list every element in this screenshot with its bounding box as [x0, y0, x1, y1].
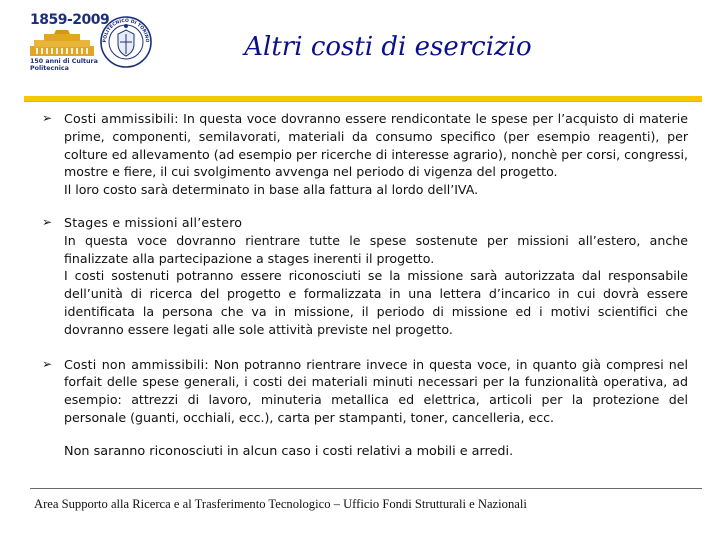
- footer-divider: [30, 488, 702, 490]
- bullet-term: Costi ammissibili:: [64, 111, 179, 126]
- arrow-bullet-icon: ➢: [42, 111, 53, 125]
- footer-divider-line: [30, 488, 702, 489]
- title-divider: [24, 96, 702, 104]
- logo-years: 1859-2009: [30, 12, 110, 28]
- bullet-stages-missioni: [42, 214, 688, 339]
- bullet-text: Non potranno rientrare invece in questa voce, in quanto già compresi nel forfait delle spese generali, i costi dei materiali minuti necessari per la funzionalità operativa, ad esempio: attrezzi di lavoro, minuteria metallica ed elettrica, articoli per la protezione del personale (guanti, occhiali, ecc.), carta per stampanti, toner, cancelleria, ecc.: [64, 356, 688, 425]
- bullet-term: Stages e missioni all’estero: [64, 214, 243, 230]
- arrow-bullet-icon: ➢: [42, 214, 53, 229]
- arrow-bullet-icon: ➢: [42, 356, 53, 371]
- bullet-text-2: I costi sostenuti potranno essere riconosciuti se la missione sarà autorizzata dal responsabile dell’unità di ricerca del progetto e formalizzata in una lettera d’incarico in cui dovrà essere identificata la persona che va in missione, il periodo di missione ed i motivi scientifici che dovranno essere legati alle sole attività previste nel progetto.: [64, 268, 688, 337]
- spacer: [42, 199, 688, 214]
- bullet-text: In questa voce dovranno rientrare tutte le spese sostenute per missioni all’estero, anche finalizzate alla partecipazione a stages inerenti il progetto.: [64, 232, 688, 266]
- spacer: [42, 339, 688, 356]
- seal-text: POLITECNICO DI TORINO: [102, 18, 150, 43]
- title-divider-thin: [24, 101, 702, 102]
- final-note: Non saranno riconosciuti in alcun caso i costi relativi a mobili e arredi.: [64, 443, 514, 459]
- bullet-extra: Il loro costo sarà determinato in base alla fattura al lordo dell’IVA.: [64, 182, 479, 198]
- content-body: [42, 110, 688, 461]
- footer-text: Area Supporto alla Ricerca e al Trasferimento Tecnologico – Ufficio Fondi Strutturali e Nazionali: [34, 497, 527, 511]
- bullet-costi-ammissibili: [42, 110, 688, 199]
- page-title: Altri costi di esercizio: [244, 32, 532, 62]
- logo-caption-line1: 150 anni di Cultura: [30, 58, 98, 65]
- bullet-costi-non-ammissibili: [42, 356, 688, 427]
- bullet-text: In questa voce dovranno essere rendicontate le spese per l’acquisto di materie prime, componenti, semilavorati, materiali da consumo specifico (per esempio reagenti), per colture ed allevamento (ad esempio per ricerche di interesse agrario), nonchè per corsi, congressi, mostre e fiere, il cui svolgimento avvenga nel periodo di vigenza del progetto.: [64, 111, 688, 180]
- bullet-term: Costi non ammissibili:: [64, 356, 209, 372]
- logo-caption-line2: Politecnica: [30, 65, 69, 72]
